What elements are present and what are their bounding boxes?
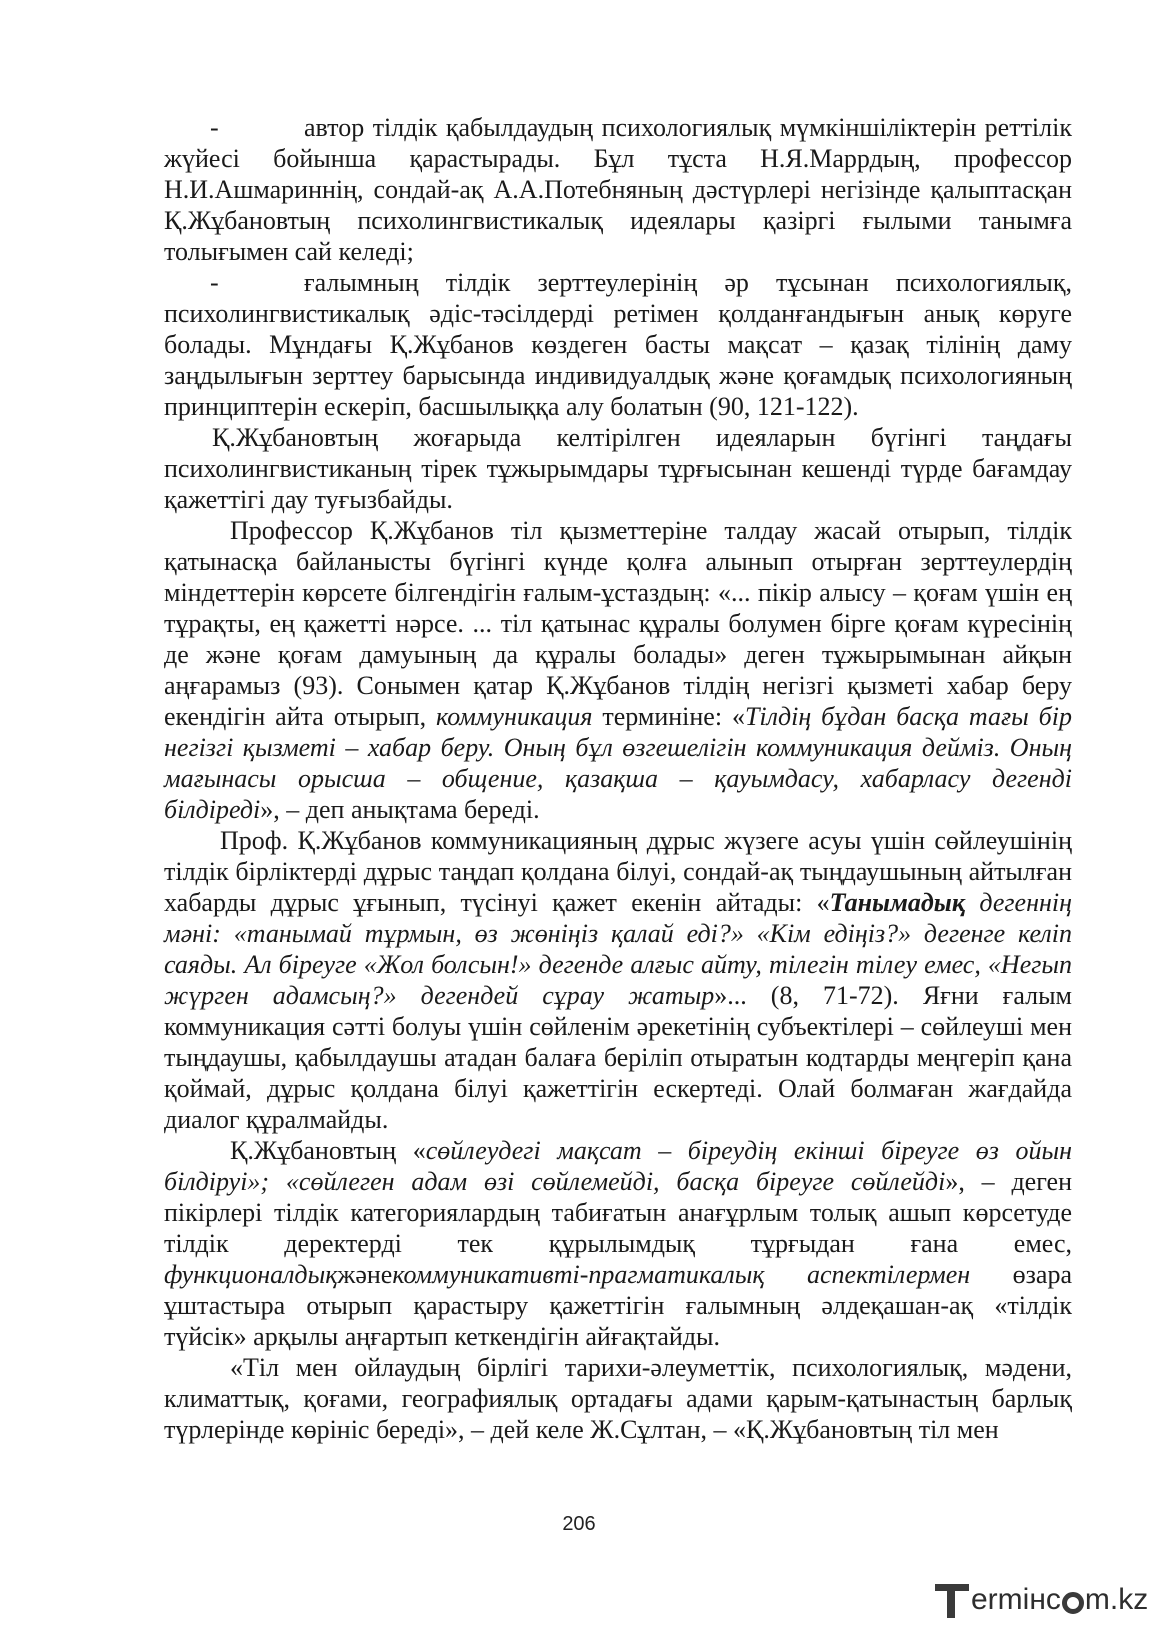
document-page [164, 112, 1072, 1445]
italic-term: коммуникация [436, 702, 593, 731]
italic-term: функционалдық [164, 1260, 338, 1289]
paragraph-text: », – деп анықтама береді. [260, 795, 540, 824]
paragraph-text: терминіне: « [592, 702, 745, 731]
italic-quote: Тілдің бұдан басқа тағы бір негізгі қызметі – хабар беру. Оның бұл өзгешелігін коммуникация дейміз. Оның мағынасы орысша – общение, қазақша – қауымдасу, хабарласу дегенді білдіреді [164, 702, 1072, 824]
paragraph-text: өзара ұштастыра отырып қарастыру қажеттігін ғалымның әлдеқашан-ақ «тілдік түйсік» арқылы аңғартып кеткендігін айғақтайды. [164, 1260, 1072, 1351]
italic-quote: сөйлеудегі мақсат – біреудің екінші біреуге өз ойын білдіруі»; «сөйлеген адам өзі сөйлемейді, басқа біреуге сөйлейді [164, 1136, 1072, 1196]
watermark-text-1: ermінc [971, 1583, 1061, 1616]
paragraph-4 [164, 515, 1072, 825]
logo-t-icon [935, 1580, 969, 1620]
termincom-watermark-logo [935, 1578, 1148, 1622]
paragraph-text: автор тілдік қабылдаудың психологиялық мүмкіншіліктерін реттілік жүйесі бойынша қарастырады. Бұл тұста Н.Я.Маррдың, профессор Н.И.Ашмариннің, сондай-ақ А.А.Потебняның дәстүрлері негізінде қалыптасқан Қ.Жұбановтың психолингвистикалық идеялары қазіргі ғылыми танымға толығымен сай келеді; [164, 113, 1072, 266]
paragraph-text: ғалымның тілдік зерттеулерінің әр тұсынан психологиялық, психолингвистикалық әдіс-тәсілдерді ретімен қолданғандығын анық көруге болады. Мұндағы Қ.Жұбанов көздеген басты мақсат – қазақ тілінің даму заңдылығын зерттеу барысында индивидуалдық және қоғамдық психологияның принциптерін ескеріп, басшылыққа алу болатын (90, 121-122). [164, 268, 1072, 421]
paragraph-text: Профессор Қ.Жұбанов тіл қызметтеріне талдау жасай отырып, тілдік қатынасқа байланысты бүгінгі күнде қолға алынып отырған зерттеулердің міндеттерін көрсете білгендігін ғалым-ұстаздың: «... пікір алысу – қоғам үшін ең тұрақты, ең қажетті нәрсе. ... тіл қатынас құралы болумен бірге қоғам күресінің де және қоғам дамуының да құралы болады» деген тұжырымынан айқын аңғарамыз (93). Сонымен қатар Қ.Жұбанов тілдің негізгі қызметі хабар беру екендігін айта отырып, [164, 516, 1072, 731]
paragraph-text: Проф. Қ.Жұбанов коммуникацияның дұрыс жүзеге асуы үшін сөйлеушінің тілдік бірліктерді дұрыс таңдап қолдана білуі, сондай-ақ тыңдаушының айтылған хабарды дұрыс ұғынып, түсінуі қажет екенін айтады: « [164, 826, 1072, 917]
bullet-dash: - [210, 113, 219, 142]
page-number: 206 [562, 1513, 596, 1535]
paragraph-3: Қ.Жұбановтың жоғарыда келтірілген идеяларын бүгінгі таңдағы психолингвистиканың тірек тұжырымдары тұрғысынан кешенді түрде бағамдау қажеттігі дау туғызбайды. [164, 423, 1072, 514]
bullet-dash: - [210, 268, 219, 297]
paragraph-text: »... (8, 71-72). Яғни ғалым коммуникация сәтті болуы үшін сөйленім әрекетінің субъектілері – сөйлеуші мен тыңдаушы, қабылдаушы атадан балаға беріліп отыратын кодтарды меңгеріп қана қоймай, дұрыс қолдана білуі қажеттігін ескертеді. Олай болмаған жағдайда диалог құралмайды. [164, 981, 1073, 1134]
bold-term: Танымадық [829, 888, 966, 917]
paragraph-6 [164, 1135, 1072, 1352]
watermark-text-2: m.kz [1084, 1583, 1149, 1616]
italic-term: коммуникативті-прагматикалық аспектілермен [392, 1260, 971, 1289]
paragraph-bullet-1 [164, 112, 1072, 267]
paragraph-7: «Тіл мен ойлаудың бірлігі тарихи-әлеуметтік, психологиялық, мәдени, климаттық, қоғами, географиялық ортадағы адами қарым-қатынастың барлық түрлерінде көрініс береді», – дей келе Ж.Сұлтан, – «Қ.Жұбановтың тіл мен [164, 1353, 1072, 1444]
paragraph-bullet-2 [164, 267, 1072, 422]
paragraph-text: Қ.Жұбановтың « [230, 1136, 426, 1165]
logo-o-icon [1062, 1592, 1084, 1614]
paragraph-5 [164, 825, 1072, 1135]
paragraph-text: », – деген пікірлері тілдік категориялардың табиғатын анағұрлым толық ашып көрсетуде тілдік деректерді тек құрылымдық тұрғыдан ғана емес, [164, 1167, 1072, 1258]
italic-quote: дегеннің мәні: «танымай тұрмын, өз жөніңіз қалай еді?» «Кім едіңіз?» дегенге келіп саяды. Ал біреуге «Жол болсын!» дегенде алғыс айту, тілегін тілеу емес, «Негып жүрген адамсың?» дегендей сұрау жатыр [164, 888, 1072, 1010]
paragraph-text: және [337, 1260, 393, 1289]
